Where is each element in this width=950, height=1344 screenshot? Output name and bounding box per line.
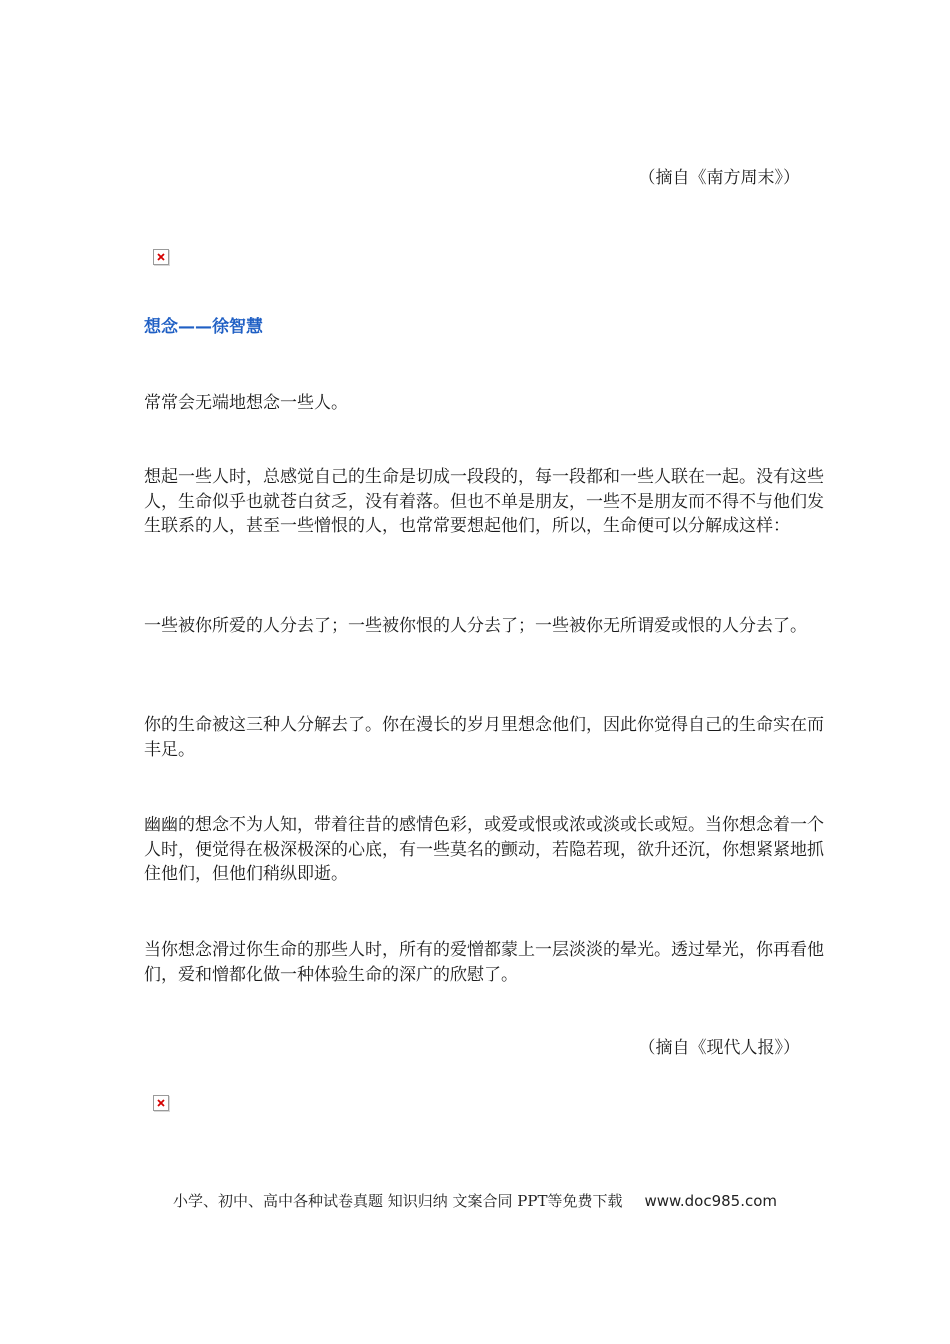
page-footer (0, 1190, 950, 1212)
broken-image-icon-bottom (153, 1095, 169, 1111)
source-citation-bottom: （摘自《现代人报》） (638, 1038, 800, 1058)
paragraph-3: 一些被你所爱的人分去了；一些被你恨的人分去了；一些被你无所谓爱或恨的人分去了。 (144, 616, 807, 636)
source-citation-top: （摘自《南方周末》） (638, 168, 800, 188)
article-title: 想念——徐智慧 (144, 317, 263, 337)
paragraph-2: 想起一些人时，总感觉自己的生命是切成一段段的，每一段都和一些人联在一起。没有这些人，生命似乎也就苍白贫乏，没有着落。但也不单是朋友，一些不是朋友而不得不与他们发生联系的人，甚至一些憎恨的人，也常常要想起他们，所以，生命便可以分解成这样： (144, 467, 824, 536)
footer-text: 小学、初中、高中各种试卷真题 知识归纳 文案合同 PPT等免费下载 (172, 1192, 623, 1210)
footer-url: www.doc985.com (644, 1192, 778, 1210)
broken-image-icon (153, 249, 169, 265)
paragraph-6: 当你想念滑过你生命的那些人时，所有的爱憎都蒙上一层淡淡的晕光。透过晕光，你再看他们，爱和憎都化做一种体验生命的深广的欣慰了。 (144, 940, 824, 985)
paragraph-1: 常常会无端地想念一些人。 (144, 393, 348, 413)
paragraph-4: 你的生命被这三种人分解去了。你在漫长的岁月里想念他们，因此你觉得自己的生命实在而丰足。 (144, 715, 824, 760)
paragraph-5: 幽幽的想念不为人知，带着往昔的感情色彩，或爱或恨或浓或淡或长或短。当你想念着一个人时，便觉得在极深极深的心底，有一些莫名的颤动，若隐若现，欲升还沉，你想紧紧地抓住他们，但他们稍纵即逝。 (144, 815, 824, 884)
